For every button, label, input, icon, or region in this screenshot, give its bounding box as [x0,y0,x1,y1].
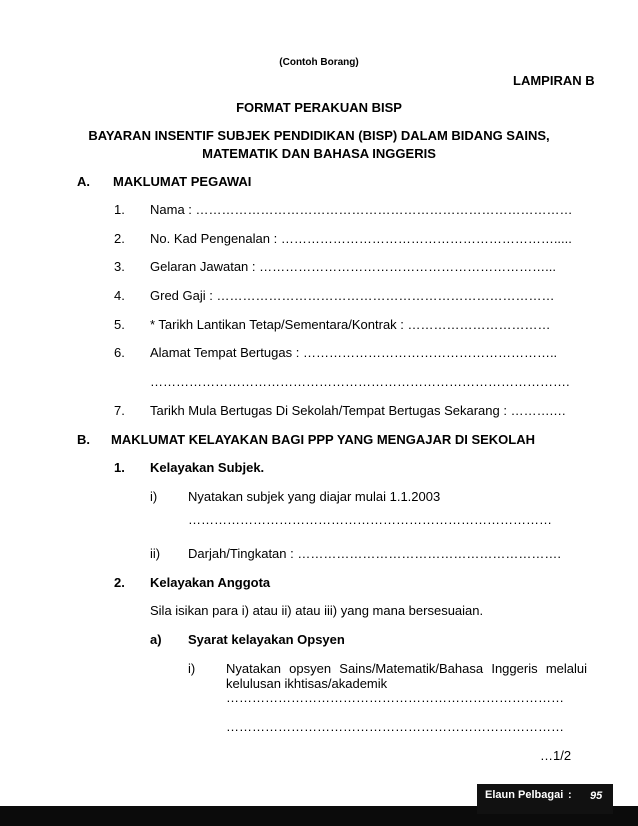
sub1-i-number: i) [150,489,158,504]
form-subtitle-line1: BAYARAN INSENTIF SUBJEK PENDIDIKAN (BISP) DALAM BIDANG SAINS, [88,128,550,143]
item-4-number: 4. [114,288,125,303]
subsection-2-number: 2. [114,575,125,590]
sub1-ii-grade-field: Darjah/Tingkatan : ……………………………………………………. [188,546,561,561]
sub2-a-i-number: i) [188,661,196,676]
sub1-i-subject-field: ………………………………………………………………………… [188,512,552,527]
sub2-a-title: Syarat kelayakan Opsyen [188,632,345,647]
item-4-grade-field: Gred Gaji : …………………………………………………………………… [150,288,555,303]
footer-page-number: 95 [590,790,603,802]
section-a-title: MAKLUMAT PEGAWAI [113,174,252,189]
item-2-ic-field: No. Kad Pengenalan : ………………………………………………………..... [150,231,572,246]
sub2-a-i-option-prompt: Nyatakan opsyen Sains/Matematik/Bahasa Inggeris melalui [226,661,587,676]
sub1-ii-number: ii) [150,546,161,561]
section-a-letter: A. [77,174,90,189]
item-1-number: 1. [114,202,125,217]
sub2-instruction: Sila isikan para i) atau ii) atau iii) yang mana bersesuaian. [150,603,484,618]
appendix-label: LAMPIRAN B [513,73,595,88]
sub1-i-subject-prompt: Nyatakan subjek yang diajar mulai 1.1.2003 [188,489,441,504]
item-3-number: 3. [114,259,125,274]
item-6-address-continuation: ……………………………………………………………………………………. [150,374,570,389]
item-6-number: 6. [114,345,125,360]
sample-label: (Contoh Borang) [279,57,359,68]
sub2-a-i-option-prompt-cont: kelulusan ikhtisas/akademik [226,676,388,691]
item-7-number: 7. [114,403,125,418]
footer-separator: : [568,789,572,801]
item-2-number: 2. [114,231,125,246]
section-b-letter: B. [77,432,90,447]
footer-section-label: Elaun Pelbagai [485,789,564,801]
form-subtitle-line2: MATEMATIK DAN BAHASA INGGERIS [202,146,436,161]
subsection-1-number: 1. [114,460,125,475]
sub2-a-letter: a) [150,632,162,647]
section-b-title: MAKLUMAT KELAYAKAN BAGI PPP YANG MENGAJAR DI SEKOLAH [111,432,535,447]
form-title: FORMAT PERAKUAN BISP [236,100,402,115]
sub2-a-i-field-2: …………………………………………………………………… [226,719,564,734]
item-5-number: 5. [114,317,125,332]
item-3-position-field: Gelaran Jawatan : …………………………………………………………... [150,259,556,274]
sub2-a-i-field-1: …………………………………………………………………… [226,690,564,705]
item-7-start-date-field: Tarikh Mula Bertugas Di Sekolah/Tempat Bertugas Sekarang : ……….… [150,403,567,418]
page-continuation-marker: …1/2 [540,748,572,763]
subsection-1-title: Kelayakan Subjek. [150,460,265,475]
item-5-appointment-field: * Tarikh Lantikan Tetap/Sementara/Kontrak : …………………………… [150,317,551,332]
item-1-name-field: Nama : …………………………………………………………………………… [150,202,573,217]
item-6-address-field: Alamat Tempat Bertugas : ………………………………………………….. [150,345,558,360]
subsection-2-title: Kelayakan Anggota [150,575,271,590]
